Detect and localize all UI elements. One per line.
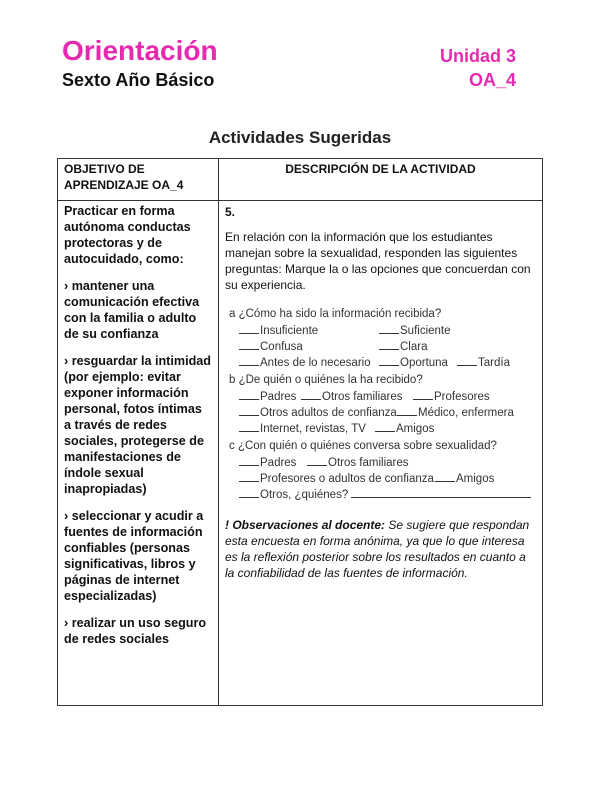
answer-blank bbox=[397, 406, 417, 416]
objective-item: › mantener una comunicación efectiva con la familia o adulto de su confianza bbox=[64, 279, 200, 341]
teacher-notes bbox=[225, 517, 536, 581]
options-row bbox=[239, 339, 536, 355]
description-header: DESCRIPCIÓN DE LA ACTIVIDAD bbox=[219, 159, 543, 201]
options-row bbox=[239, 355, 536, 371]
option-label: Médico, enfermera bbox=[418, 407, 514, 419]
options-row bbox=[239, 487, 536, 503]
activity-table bbox=[57, 158, 543, 706]
subject-title: Orientación bbox=[62, 35, 218, 66]
answer-blank-long bbox=[351, 488, 531, 498]
option-label: Internet, revistas, TV bbox=[260, 423, 366, 435]
option-label: Clara bbox=[400, 341, 428, 353]
oa-label: OA_4 bbox=[468, 70, 516, 90]
options-row bbox=[239, 455, 536, 471]
answer-blank bbox=[379, 356, 399, 366]
option-label: Profesores bbox=[434, 391, 490, 403]
option-label: Padres bbox=[260, 391, 297, 403]
activity-number: 5. bbox=[225, 205, 236, 219]
options-row bbox=[239, 405, 536, 421]
answer-blank bbox=[239, 390, 259, 400]
option-label: Otros familiares bbox=[322, 391, 403, 403]
answer-blank bbox=[413, 390, 433, 400]
option-label: Insuficiente bbox=[260, 325, 319, 337]
option-label: Amigos bbox=[456, 473, 495, 485]
options-row bbox=[239, 323, 536, 339]
option-label: Suficiente bbox=[400, 325, 451, 337]
answer-blank bbox=[239, 356, 259, 366]
answer-blank bbox=[375, 422, 395, 432]
objective-header: OBJETIVO DE APRENDIZAJE OA_4 bbox=[58, 159, 219, 201]
answer-blank bbox=[379, 324, 399, 334]
section-title: Actividades Sugeridas bbox=[208, 128, 392, 147]
answer-blank bbox=[239, 456, 259, 466]
answer-blank bbox=[239, 340, 259, 350]
notes-label: ! Observaciones al docente: bbox=[225, 518, 386, 532]
activity-intro: En relación con la información que los estudiantes manejan sobre la sexualidad, responden las siguientes preguntas: Marque la o las opciones que concuerdan con su experiencia. bbox=[225, 230, 531, 292]
option-label: Oportuna bbox=[400, 357, 448, 369]
option-label: Antes de lo necesario bbox=[260, 357, 371, 369]
option-label: Otros adultos de confianza bbox=[260, 407, 397, 419]
activity-cell bbox=[219, 201, 543, 706]
answer-blank bbox=[301, 390, 321, 400]
question-b: b ¿De quién o quiénes la ha recibido? bbox=[229, 374, 423, 386]
options-row bbox=[239, 471, 536, 487]
grade-subtitle: Sexto Año Básico bbox=[62, 70, 215, 90]
answer-blank bbox=[239, 406, 259, 416]
answer-blank bbox=[239, 324, 259, 334]
header-right bbox=[440, 45, 516, 91]
objective-item: › resguardar la intimidad (por ejemplo: evitar exponer información personal, fotos íntimas a través de redes sociales, protegerse de manifestaciones de índole sexual inapropiadas) bbox=[64, 354, 211, 496]
answer-blank bbox=[307, 456, 327, 466]
option-label: Amigos bbox=[396, 423, 435, 435]
answer-blank bbox=[379, 340, 399, 350]
answer-blank bbox=[435, 472, 455, 482]
option-label: Tardía bbox=[478, 357, 510, 369]
options-row bbox=[239, 389, 536, 405]
objective-item: › seleccionar y acudir a fuentes de información confiables (personas significativas, libros y páginas de internet especializadas) bbox=[64, 509, 204, 603]
table-body-row bbox=[58, 201, 543, 706]
option-label: Confusa bbox=[260, 341, 303, 353]
answer-blank bbox=[239, 488, 259, 498]
header-left bbox=[62, 36, 218, 91]
answer-blank bbox=[239, 422, 259, 432]
answer-blank bbox=[457, 356, 477, 366]
options-row bbox=[239, 421, 536, 437]
objective-intro: Practicar en forma autónoma conductas protectoras y de autocuidado, como: bbox=[64, 204, 191, 266]
option-label: Padres bbox=[260, 457, 297, 469]
objective-cell bbox=[58, 201, 219, 706]
option-label: Otros familiares bbox=[328, 457, 409, 469]
question-a: a ¿Cómo ha sido la información recibida? bbox=[229, 308, 442, 320]
survey-image bbox=[229, 307, 536, 503]
table-header-row bbox=[58, 159, 543, 201]
unit-label: Unidad 3 bbox=[439, 46, 516, 66]
answer-blank bbox=[239, 472, 259, 482]
objective-item: › realizar un uso seguro de redes sociales bbox=[64, 616, 207, 646]
question-c: c ¿Con quién o quiénes conversa sobre sexualidad? bbox=[229, 440, 497, 452]
option-label: Profesores o adultos de confianza bbox=[260, 473, 434, 485]
option-label: Otros, ¿quiénes? bbox=[260, 489, 349, 501]
notes-text: Se sugiere que respondan esta encuesta en forma anónima, ya que lo que interesa es la reflexión posterior sobre los resultados en cuanto a la confiabilidad de las fuentes de información. bbox=[225, 518, 530, 580]
